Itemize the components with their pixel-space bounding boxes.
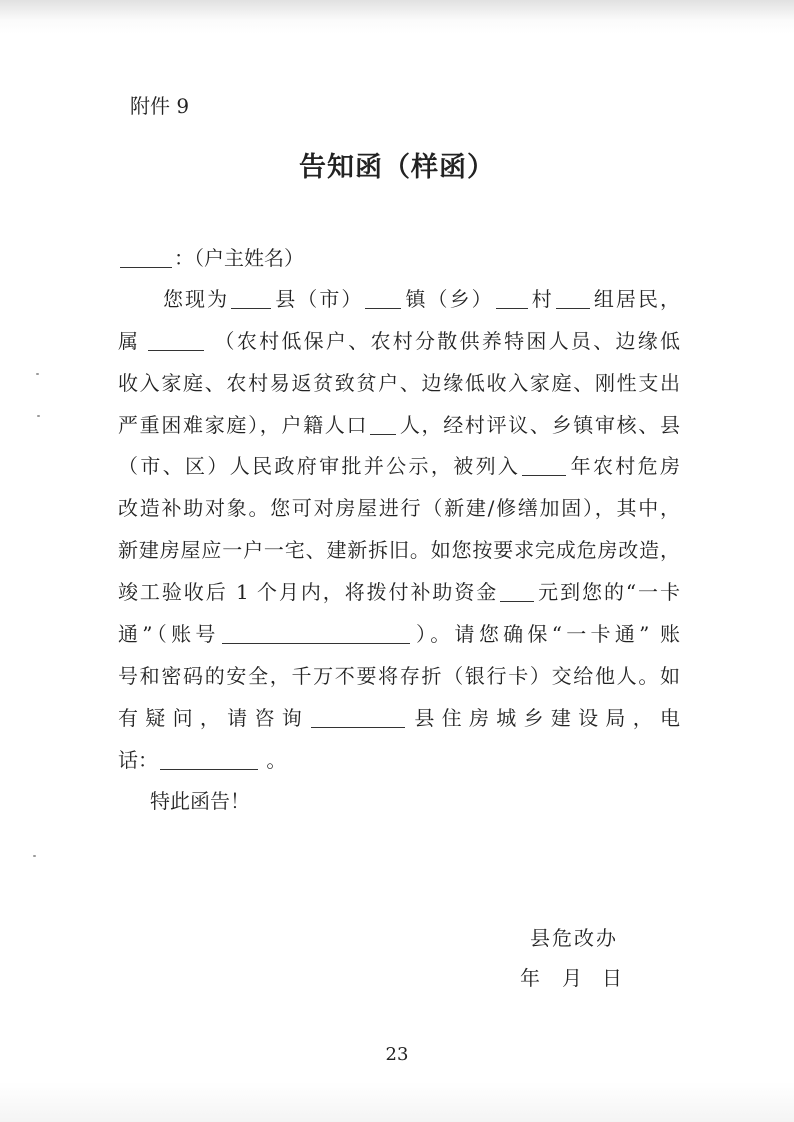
body-text: 组居民， [591, 287, 680, 311]
body-text: 镇（乡） [403, 287, 494, 311]
body-text: 号和密码的安全，千万不要将存折（银行卡）交给他人。如 [118, 664, 680, 688]
account-number-blank [222, 625, 410, 644]
body-text: 县（市） [273, 287, 364, 311]
scan-speck [37, 415, 40, 417]
body-text: ）。请您确保“一卡通” 账 [411, 622, 680, 646]
body-text: 县住房城乡建设局，电 [407, 706, 680, 730]
salutation [120, 244, 304, 272]
subsidy-amount-blank [500, 583, 534, 602]
body-text: 您现为 [163, 287, 230, 311]
body-text: 严重困难家庭），户籍人口 [118, 413, 369, 437]
county-name-blank [311, 709, 405, 728]
year-blank [522, 457, 566, 476]
body-line-12 [118, 746, 680, 774]
body-text: 有疑问，请咨询 [118, 706, 310, 730]
body-text: 竣工验收后 1 个月内，将拨付补助资金 [118, 580, 499, 604]
town-blank [365, 290, 401, 309]
body-line-3 [118, 369, 680, 397]
body-text: （农村低保户、农村分散供养特困人员、边缘低 [212, 329, 680, 353]
scan-noise-top [0, 0, 794, 34]
body-text: 收入家庭、农村易返贫致贫户、边缘低收入家庭、刚性支出 [118, 371, 680, 395]
group-blank [556, 290, 590, 309]
body-text: 人，经村评议、乡镇审核、县 [398, 413, 680, 437]
body-line-2 [118, 327, 680, 355]
village-blank [496, 290, 528, 309]
body-text: 新建房屋应一户一宅、建新拆旧。如您按要求完成危房改造， [118, 538, 680, 562]
household-type-blank [148, 332, 204, 351]
body-text: 元到您的“一卡 [536, 580, 680, 604]
scan-speck [33, 855, 36, 857]
date-year-label: 年 [520, 966, 540, 990]
body-line-7 [118, 536, 680, 564]
body-line-10 [118, 662, 680, 690]
body-text: 。 [260, 748, 287, 772]
body-line-4 [118, 411, 680, 439]
phone-blank [160, 751, 258, 770]
closing-remark: 特此函告！ [150, 789, 250, 813]
scan-speck [36, 373, 39, 375]
body-text: 通”（账号 [118, 622, 220, 646]
body-line-11 [118, 704, 680, 732]
body-text: 改造补助对象。您可对房屋进行（新建/修缮加固），其中， [118, 496, 680, 520]
body-line-5 [118, 452, 680, 480]
date-month-label: 月 [562, 966, 582, 990]
body-text: 话： [118, 748, 158, 772]
body-line-6 [118, 494, 680, 522]
population-blank [370, 416, 396, 435]
body-text: （市、区）人民政府审批并公示，被列入 [118, 454, 521, 478]
attachment-label: 附件 9 [130, 94, 190, 118]
date-day-label: 日 [602, 966, 622, 990]
county-blank [231, 290, 271, 309]
body-text: 村 [529, 287, 554, 311]
issuing-office: 县危改办 [530, 926, 618, 950]
document-title: 告知函（样函） [299, 152, 495, 183]
body-text: 年农村危房 [568, 454, 680, 478]
page-number: 23 [385, 1044, 409, 1065]
salutation-suffix: ：（户主姓名） [174, 246, 304, 270]
body-line-9 [118, 620, 680, 648]
scan-noise-bottom [0, 1082, 794, 1122]
body-line-8 [118, 578, 680, 606]
body-text: 属 [118, 329, 141, 353]
body-line-1 [163, 285, 680, 313]
householder-name-blank [120, 249, 172, 268]
